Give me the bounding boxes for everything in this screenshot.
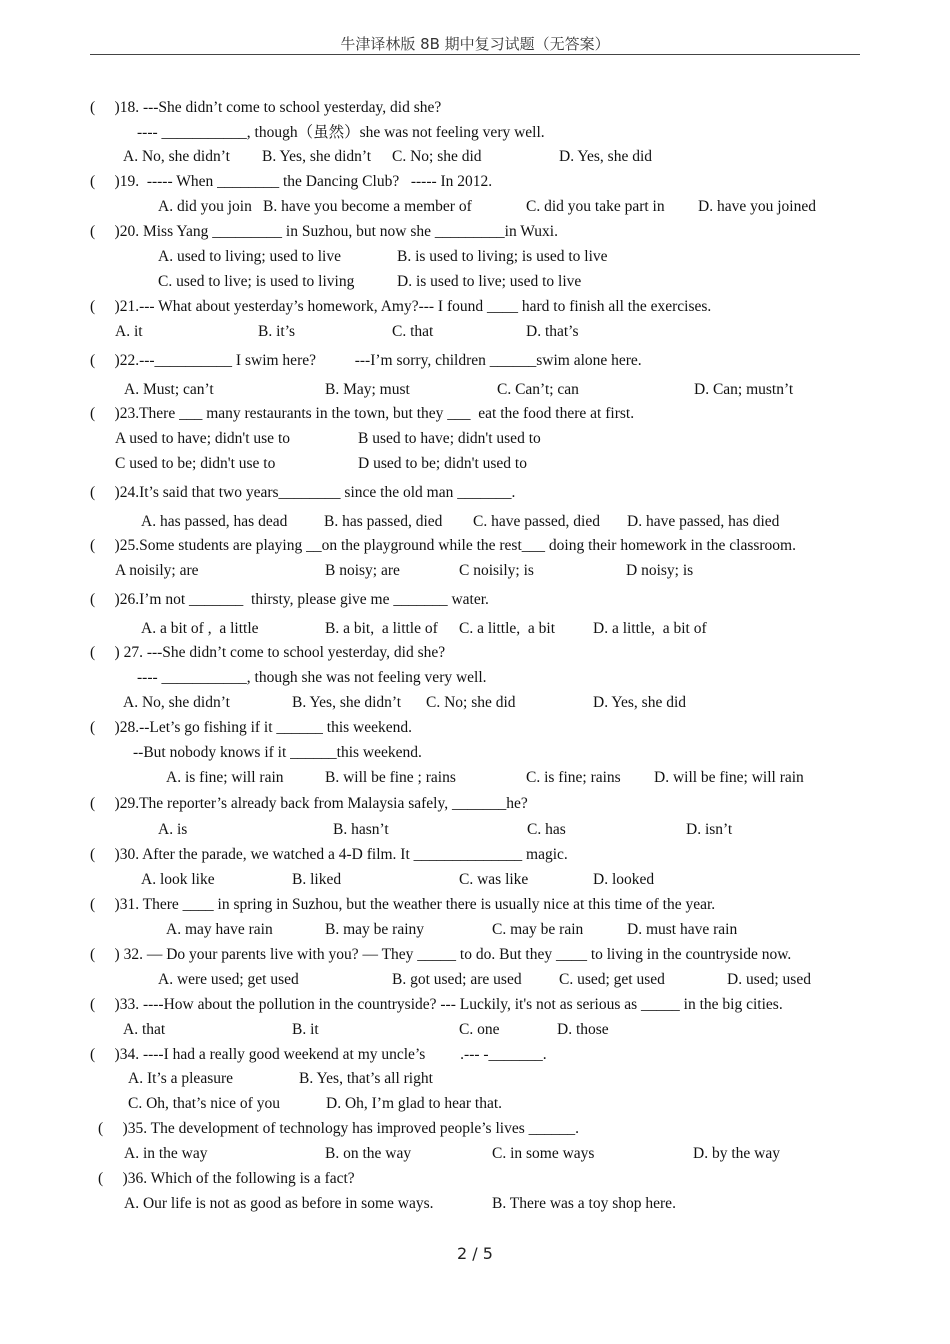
option-c: C. has [527,821,566,838]
header-divider [90,54,860,55]
option-a: A. in the way [124,1145,208,1162]
option-c: C noisily; is [459,562,534,579]
option-a: A. is fine; will rain [166,769,284,786]
option-c: C. No; she did [426,694,516,711]
page-number: 2 / 5 [457,1244,493,1263]
option-c: C. No; she did [392,148,482,165]
question-stem: ( )24.It’s said that two years________ since the old man _______. [90,484,516,501]
question-stem: ( )34. ----I had a really good weekend at my uncle’s .--- -_______. [90,1046,547,1063]
option-c: C. was like [459,871,529,888]
option-b: B. it’s [258,323,296,340]
option-d: D. isn’t [686,821,733,838]
option-a: A. did you join [158,198,252,215]
option-b: B. May; must [325,381,410,398]
question-reply: ---- ___________, though she was not feeling very well. [137,669,487,686]
option-b: B. has passed, died [324,513,443,530]
option-d: D. used; used [727,971,811,988]
option-d: D. Can; mustn’t [694,381,794,398]
option-b: B used to have; didn't used to [358,430,541,447]
option-c: C. may be rain [492,921,584,938]
option-b: B. it [292,1021,319,1038]
option-a: A used to have; didn't use to [115,430,290,447]
option-d: D. must have rain [627,921,738,938]
option-d: D. those [557,1021,609,1038]
option-d: D. a little, a bit of [593,620,707,637]
option-b: B. will be fine ; rains [325,769,456,786]
question-stem: ( )19. ----- When ________ the Dancing Club? ----- In 2012. [90,173,493,190]
option-c: C. Can’t; can [497,381,579,398]
question-stem: ( )20. Miss Yang _________ in Suzhou, but now she _________in Wuxi. [90,223,558,240]
option-b: B. hasn’t [333,821,389,838]
option-a: A. that [123,1021,166,1038]
option-d: D. Yes, she did [593,694,687,711]
option-c: C. did you take part in [526,198,665,215]
option-a: A noisily; are [115,562,199,579]
option-a: A. it [115,323,143,340]
option-c: C used to be; didn't use to [115,455,276,472]
option-a: A. has passed, has dead [141,513,288,530]
option-c: C. Oh, that’s nice of you [128,1095,280,1112]
option-d: D. that’s [526,323,579,340]
question-stem: ( )36. Which of the following is a fact? [98,1170,355,1187]
option-a: A. look like [141,871,215,888]
option-a: A. is [158,821,188,838]
option-b: B. Yes, that’s all right [299,1070,433,1087]
option-b: B. a bit, a little of [325,620,438,637]
option-b: B. Yes, she didn’t [262,148,372,165]
option-c: C. used to live; is used to living [158,273,355,290]
question-stem: ( )25.Some students are playing __on the playground while the rest___ doing their homework in the classroom. [90,537,796,554]
option-b: B. have you become a member of [263,198,472,215]
option-b: B. There was a toy shop here. [492,1195,676,1212]
option-c: C. used; get used [559,971,665,988]
question-stem: ( )29.The reporter’s already back from Malaysia safely, _______he? [90,795,528,812]
option-d: D. looked [593,871,655,888]
option-d: D. Yes, she did [559,148,653,165]
option-a: A. No, she didn’t [123,694,230,711]
option-a: A. Must; can’t [124,381,214,398]
option-c: C. a little, a bit [459,620,555,637]
option-b: B. is used to living; is used to live [397,248,608,265]
option-a: A. may have rain [166,921,273,938]
page-header-title: 牛津译林版 8B 期中复习试题（无答案） [340,35,610,53]
option-a: A. a bit of , a little [141,620,259,637]
option-a: A. Our life is not as good as before in some ways. [124,1195,434,1212]
option-d: D. have passed, has died [627,513,780,530]
option-d: D. by the way [693,1145,780,1162]
option-c: C. have passed, died [473,513,600,530]
question-stem: ( )28.--Let’s go fishing if it ______ this weekend. [90,719,413,736]
option-d: D. have you joined [698,198,816,215]
option-a: A. were used; get used [158,971,299,988]
question-reply: --But nobody knows if it ______this weekend. [133,744,422,761]
option-b: B. liked [292,871,342,888]
option-b: B. Yes, she didn’t [292,694,402,711]
option-b: B. on the way [325,1145,412,1162]
question-stem: ( )18. ---She didn’t come to school yesterday, did she? [90,99,442,116]
question-stem: ( )26.I’m not _______ thirsty, please give me _______ water. [90,591,489,608]
option-a: A. used to living; used to live [158,248,341,265]
option-c: C. that [392,323,434,340]
question-stem: ( )22.---__________ I swim here? ---I’m sorry, children ______swim alone here. [90,352,642,369]
question-stem: ( )31. There ____ in spring in Suzhou, but the weather there is usually nice at this time of the year. [90,896,716,913]
option-b: B. may be rainy [325,921,425,938]
option-a: A. No, she didn’t [123,148,230,165]
option-c: C. is fine; rains [526,769,621,786]
question-stem: ( )30. After the parade, we watched a 4-D film. It ______________ magic. [90,846,568,863]
option-c: C. one [459,1021,500,1038]
question-stem: ( )35. The development of technology has improved people’s lives ______. [98,1120,579,1137]
option-d: D. Oh, I’m glad to hear that. [326,1095,503,1112]
option-d: D. is used to live; used to live [397,273,582,290]
question-stem: ( )33. ----How about the pollution in the countryside? --- Luckily, it's not as serious as _____ in the big cities. [90,996,783,1013]
question-stem: ( ) 32. — Do your parents live with you? — They _____ to do. But they ____ to living in the countryside now. [90,946,792,963]
option-d: D noisy; is [626,562,694,579]
option-b: B. got used; are used [392,971,522,988]
question-reply: ---- ___________, though（虽然）she was not feeling very well. [137,124,545,141]
option-d: D used to be; didn't used to [358,455,527,472]
question-stem: ( )23.There ___ many restaurants in the town, but they ___ eat the food there at first. [90,405,635,422]
question-stem: ( ) 27. ---She didn’t come to school yesterday, did she? [90,644,446,661]
option-b: B noisy; are [325,562,400,579]
option-d: D. will be fine; will rain [654,769,804,786]
question-stem: ( )21.--- What about yesterday’s homework, Amy?--- I found ____ hard to finish all the exercises. [90,298,712,315]
option-a: A. It’s a pleasure [128,1070,234,1087]
option-c: C. in some ways [492,1145,595,1162]
